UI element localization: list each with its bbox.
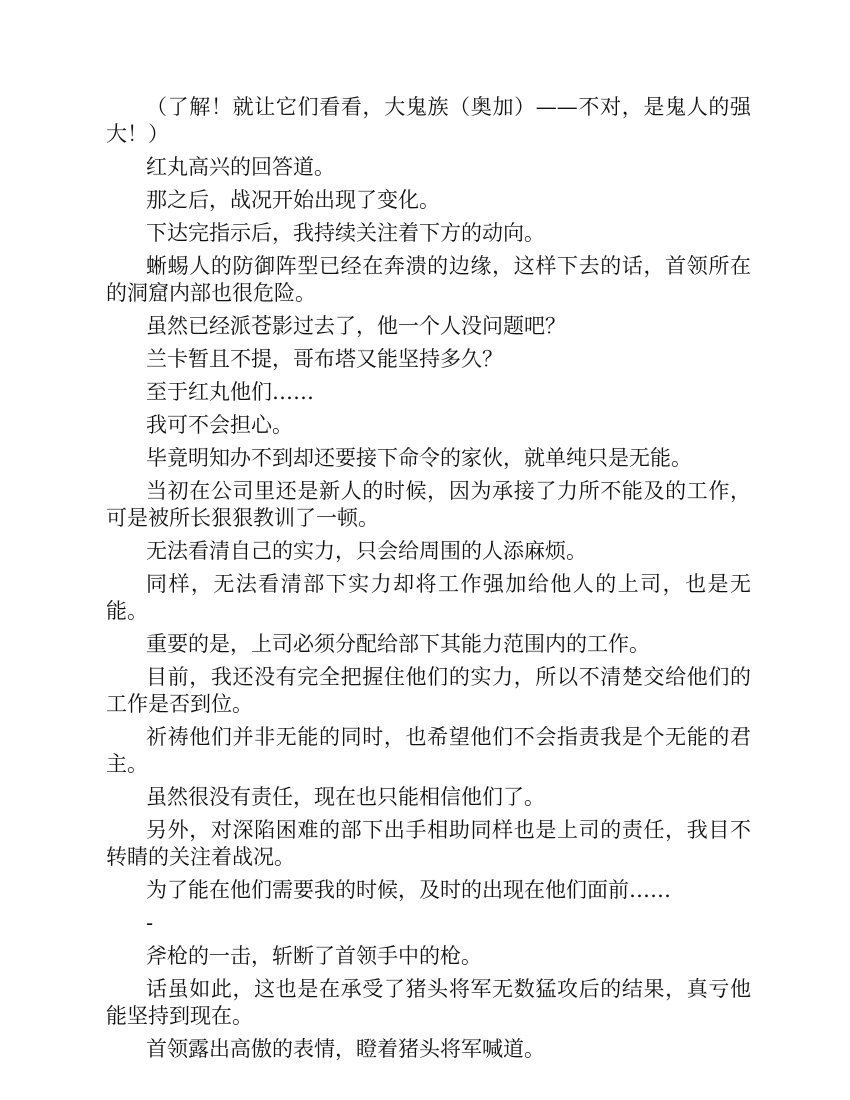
paragraph-12: 无法看清自己的实力，只会给周围的人添麻烦。 xyxy=(146,539,587,563)
paragraph-14: 重要的是，上司必须分配给部下其能力范围内的工作。 xyxy=(146,632,650,656)
paragraph-11: 当初在公司里还是新人的时候，因为承接了力所不能及的工作，可是被所长狠狠教训了一顿。 xyxy=(106,479,751,530)
paragraph-5: 蜥蜴人的防御阵型已经在奔溃的边缘，这样下去的话，首领所在的洞窟内部也很危险。 xyxy=(106,254,751,305)
paragraph-19: 为了能在他们需要我的时候，及时的出现在他们面前…… xyxy=(146,878,671,902)
paragraph-18: 另外，对深陷困难的部下出手相助同样也是上司的责任，我目不转睛的关注着战况。 xyxy=(106,818,751,869)
paragraph-17: 虽然很没有责任，现在也只能相信他们了。 xyxy=(146,785,545,809)
paragraph-8: 至于红丸他们…… xyxy=(146,380,314,404)
document-body xyxy=(106,94,751,1069)
paragraph-15: 目前，我还没有完全把握住他们的实力，所以不清楚交给他们的工作是否到位。 xyxy=(106,665,751,716)
paragraph-16: 祈祷他们并非无能的同时，也希望他们不会指责我是个无能的君主。 xyxy=(106,725,751,776)
paragraph-21: 话虽如此，这也是在承受了猪头将军无数猛攻后的结果，真亏他能坚持到现在。 xyxy=(106,977,751,1028)
paragraph-7: 兰卡暂且不提，哥布塔又能坚持多久？ xyxy=(146,347,503,371)
paragraph-20: 斧枪的一击，斩断了首领手中的枪。 xyxy=(146,944,482,968)
paragraph-10: 毕竟明知办不到却还要接下命令的家伙，就单纯只是无能。 xyxy=(146,446,692,470)
paragraph-13: 同样，无法看清部下实力却将工作强加给他人的上司，也是无能。 xyxy=(106,572,751,623)
paragraph-6: 虽然已经派苍影过去了，他一个人没问题吧？ xyxy=(146,314,566,338)
paragraph-1: （了解！就让它们看看，大鬼族（奥加）——不对，是鬼人的强大！） xyxy=(106,95,751,146)
paragraph-3: 那之后，战况开始出现了变化。 xyxy=(146,188,440,212)
paragraph-2: 红丸高兴的回答道。 xyxy=(146,155,335,179)
paragraph-9: 我可不会担心。 xyxy=(146,413,293,437)
paragraph-22: 首领露出高傲的表情，瞪着猪头将军喊道。 xyxy=(146,1037,545,1061)
section-separator: - xyxy=(146,911,154,935)
paragraph-4: 下达完指示后，我持续关注着下方的动向。 xyxy=(146,221,545,245)
